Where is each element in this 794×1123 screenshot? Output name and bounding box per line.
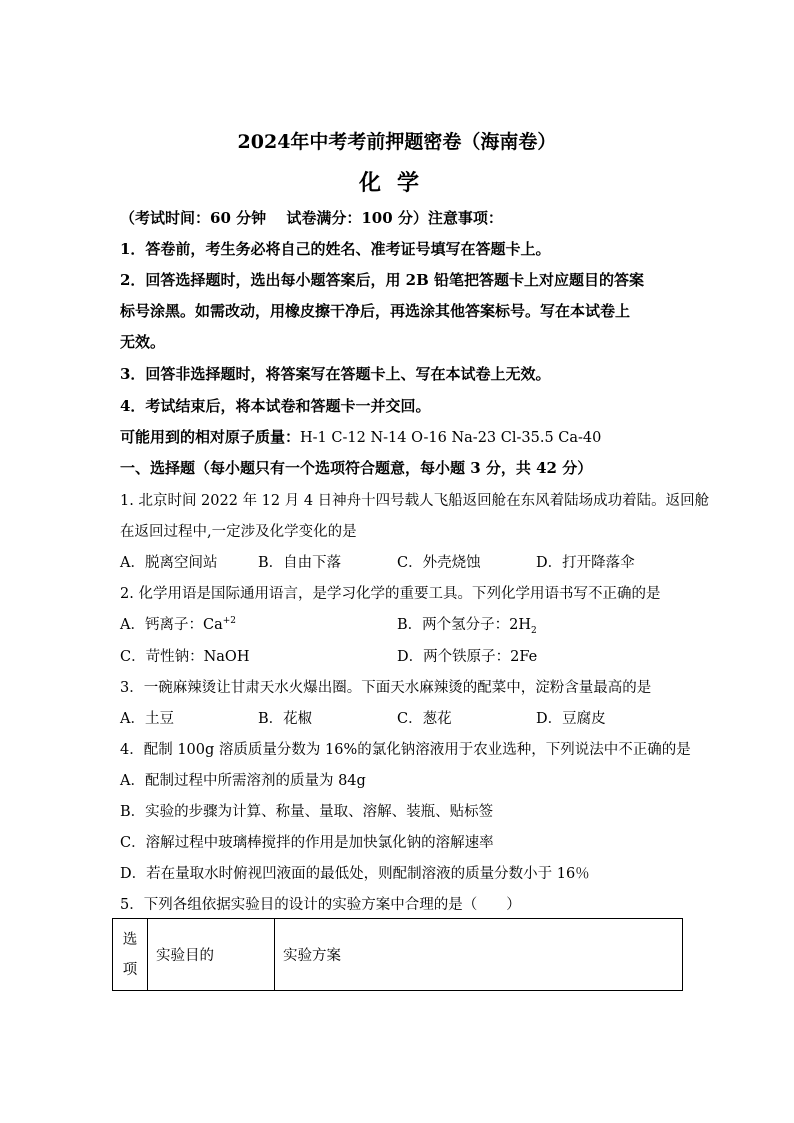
q1-option-d: D．打开降落伞 — [536, 555, 635, 571]
q2-option-b — [397, 613, 537, 634]
q3-stem: 3．一碗麻辣烫让甘肃天水火爆出圈。下面天水麻辣烫的配菜中，淀粉含量最高的是 — [120, 680, 652, 696]
q5-header-plan: 实验方案 — [275, 919, 683, 991]
page-title: 2024年中考考前押题密卷（海南卷） — [237, 131, 557, 153]
q5-header-option-line-2: 项 — [122, 961, 138, 978]
q4-option-c: C．溶解过程中玻璃棒搅拌的作用是加快氯化钠的溶解速率 — [120, 835, 494, 851]
atomic-mass-values: H-1 C-12 N-14 O-16 Na-23 Cl-35.5 Ca-40 — [300, 430, 602, 446]
atomic-mass-label: 可能用到的相对原子质量： — [120, 428, 301, 446]
note-2-line-2: 标号涂黑。如需改动，用橡皮擦干净后，再选涂其他答案标号。写在本试卷上 — [120, 302, 631, 320]
section-1-heading: 一、选择题（每小题只有一个选项符合题意，每小题 3 分，共 42 分） — [120, 459, 593, 477]
q2-option-a-charge: +2 — [222, 616, 236, 627]
q4-option-a: A．配制过程中所需溶剂的质量为 84g — [120, 773, 366, 789]
q1-option-c: C．外壳烧蚀 — [397, 555, 481, 571]
q5-stem: 5．下列各组依据实验目的设计的实验方案中合理的是（ ） — [120, 897, 521, 913]
q1-stem-line-2: 在返回过程中,一定涉及化学变化的是 — [120, 524, 357, 540]
q3-option-d: D．豆腐皮 — [536, 711, 606, 727]
exam-intro: （考试时间：60 分钟 试卷满分：100 分）注意事项： — [120, 209, 503, 227]
note-4: 4．考试结束后，将本试卷和答题卡一并交回。 — [120, 397, 431, 415]
subject-title: 化学 — [358, 170, 435, 196]
table-row — [113, 919, 683, 991]
q2-option-b-text: B．两个氢分子：2H — [397, 617, 532, 633]
note-2-line-3: 无效。 — [120, 333, 166, 351]
q4-option-d: D．若在量取水时俯视凹液面的最低处，则配制溶液的质量分数小于 16％ — [120, 866, 590, 882]
q2-option-c: C．苛性钠：NaOH — [120, 649, 250, 665]
q5-table — [112, 918, 683, 991]
q2-option-a-text: A．钙离子：Ca — [120, 617, 223, 633]
q5-header-option — [113, 919, 148, 991]
note-3: 3．回答非选择题时，将答案写在答题卡上、写在本试卷上无效。 — [120, 365, 551, 383]
q4-stem: 4．配制 100g 溶质质量分数为 16%的氯化钠溶液用于农业选种，下列说法中不正确的是 — [120, 742, 691, 758]
q2-stem: 2. 化学用语是国际通用语言，是学习化学的重要工具。下列化学用语书写不正确的是 — [120, 586, 661, 602]
atomic-mass-line — [120, 426, 601, 447]
q2-option-d: D．两个铁原子：2Fe — [397, 649, 538, 665]
q1-option-b: B．自由下落 — [258, 555, 342, 571]
q5-header-purpose: 实验目的 — [148, 919, 275, 991]
q3-option-b: B．花椒 — [258, 711, 313, 727]
q3-option-a: A．土豆 — [120, 711, 174, 727]
q2-option-a — [120, 613, 236, 634]
q1-option-a: A．脱离空间站 — [120, 555, 218, 571]
q3-option-c: C．葱花 — [397, 711, 452, 727]
q2-option-b-subscript: 2 — [531, 625, 537, 636]
q4-option-b: B．实验的步骤为计算、称量、量取、溶解、装瓶、贴标签 — [120, 804, 494, 820]
q1-stem-line-1: 1. 北京时间 2022 年 12 月 4 日神舟十四号载人飞船返回舱在东风着陆场成功着陆。返回舱 — [120, 493, 710, 509]
note-2-line-1: 2．回答选择题时，选出每小题答案后，用 2B 铅笔把答题卡上对应题目的答案 — [120, 271, 644, 289]
q5-header-option-line-1: 选 — [122, 931, 138, 948]
note-1: 1．答卷前，考生务必将自己的姓名、准考证号填写在答题卡上。 — [120, 240, 551, 258]
